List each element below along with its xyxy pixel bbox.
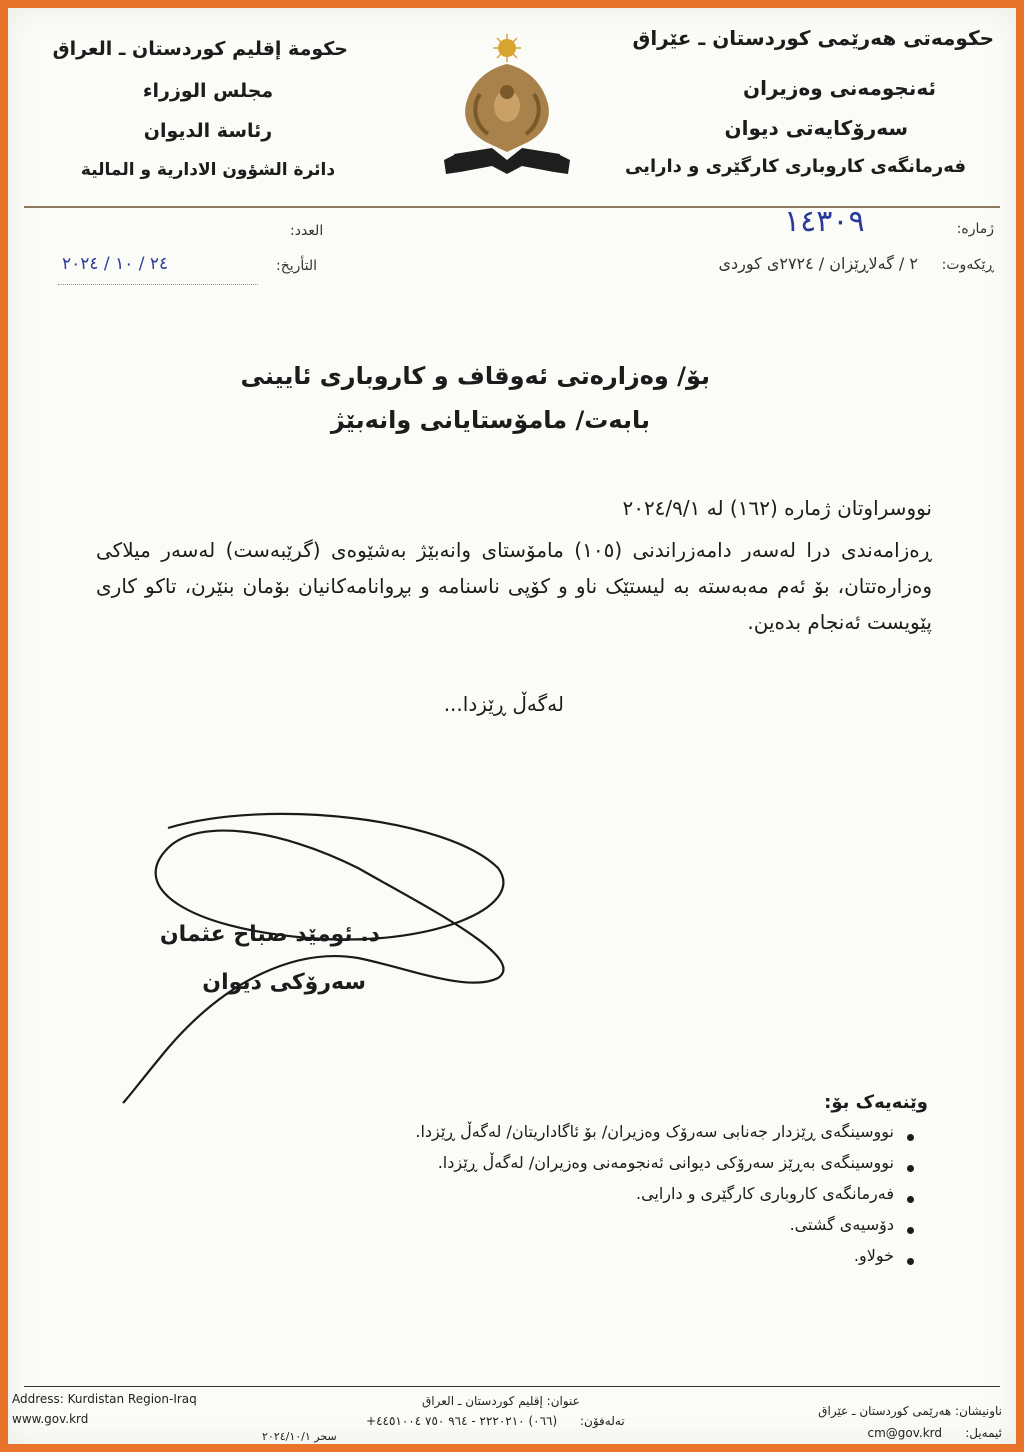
header-department-ar: دائرة الشؤون الادارية و المالية bbox=[80, 160, 336, 180]
cc-bullet bbox=[907, 1196, 914, 1203]
signatory-title: سەرۆکی دیوان bbox=[202, 970, 366, 995]
header-council-ar: مجلس الوزراء bbox=[142, 80, 274, 102]
letter-subject: بابەت/ مامۆستایانی وانەبێژ bbox=[330, 406, 650, 434]
header-council-ku: ئەنجومەنی وەزیران bbox=[743, 76, 936, 100]
date-ku-value: ٢ / گەلاڕێزان / ٢٧٢٤ی کوردی bbox=[718, 254, 918, 273]
letter-reference: نووسراوتان ژمارە (١٦٢) لە ٢٠٢٤/٩/١ bbox=[622, 496, 932, 520]
letter-page bbox=[8, 8, 1016, 1444]
cc-bullet bbox=[907, 1165, 914, 1172]
date-label-ar: التأريخ: bbox=[276, 258, 318, 274]
cc-bullet bbox=[907, 1134, 914, 1141]
letter-closing: لەگەڵ ڕێزدا... bbox=[443, 692, 564, 716]
signatory-name: د. ئومێد صباح عثمان bbox=[159, 922, 380, 947]
number-value: ١٤٣٠٩ bbox=[784, 204, 865, 239]
cc-item: خولاو. bbox=[853, 1246, 894, 1265]
cc-heading: وێنەیەک بۆ: bbox=[824, 1092, 928, 1113]
handwritten-signature-icon bbox=[108, 808, 528, 1108]
cc-item: نووسینگەی بەڕێز سەرۆکی دیوانی ئەنجومەنی وەزیران/ لەگەڵ ڕێزدا. bbox=[437, 1153, 894, 1172]
footer-divider bbox=[24, 1386, 1000, 1387]
header-presidency-ku: سەرۆکایەتی دیوان bbox=[724, 116, 908, 140]
footer-email-label: ئیمەیل: bbox=[965, 1426, 1002, 1440]
letter-recipient: بۆ/ وەزارەتی ئەوقاف و کاروباری ئایینی bbox=[240, 362, 710, 390]
letter-body: ڕەزامەندی درا لەسەر دامەزراندنی (١٠٥) مامۆستای وانەبێژ بەشێوەی (گرێبەست) لەسەر میلاکی وەزارەتتان، بۆ ئەم مەبەستە بە لیستێک ناو و کۆپی ناسنامە و بڕوانامەکانیان بۆمان بنێرن، تاکو کاری پێویست ئەنجام بدەین. bbox=[96, 538, 932, 634]
footer-email-value: cm@gov.krd bbox=[867, 1426, 942, 1440]
date-label-ku: ڕێکەوت: bbox=[941, 257, 994, 273]
krg-eagle-emblem-icon bbox=[432, 34, 582, 184]
cc-item: دۆسیەی گشتی. bbox=[789, 1215, 894, 1234]
header-government-ku: حکومەتی هەرێمی کوردستان ـ عێراق bbox=[632, 26, 994, 50]
header-government-ar: حكومة إقليم كوردستان ـ العراق bbox=[52, 38, 348, 60]
cc-item: نووسینگەی ڕێزدار جەنابی سەرۆک وەزیران/ بۆ ئاگاداریتان/ لەگەڵ ڕێزدا. bbox=[415, 1122, 894, 1141]
date-ar-dotted-line bbox=[58, 284, 258, 285]
footer-phone-value: (٠٦٦) ٢٢٢٠٢١٠ - ٩٦٤ ٧٥٠ ٤٤٥١٠٠٤+ bbox=[366, 1414, 558, 1428]
cc-item: فەرمانگەی کاروباری کارگێری و دارایی. bbox=[635, 1184, 894, 1203]
footer-typist: سحر ٢٠٢٤/١٠/١ bbox=[262, 1430, 337, 1443]
header-presidency-ar: رئاسة الديوان bbox=[143, 120, 273, 142]
footer-address-ku: ناونیشان: هەرێمی کوردستان ـ عێراق bbox=[818, 1404, 1002, 1418]
footer-address-ar: عنوان: إقليم كوردستان ـ العراق bbox=[422, 1394, 580, 1408]
cc-bullet bbox=[907, 1258, 914, 1265]
date-ar-value: ٢٤ / ١٠ / ٢٠٢٤ bbox=[62, 254, 169, 274]
number-label-ar: العدد: bbox=[290, 223, 324, 239]
number-label-ku: ژمارە: bbox=[956, 221, 994, 237]
header-department-ku: فەرمانگەی کاروباری کارگێری و دارایی bbox=[624, 156, 966, 177]
footer-address-en: Address: Kurdistan Region-Iraq bbox=[12, 1392, 197, 1406]
footer-phone-label: تەلەفۆن: bbox=[580, 1414, 625, 1428]
footer-website: www.gov.krd bbox=[12, 1412, 89, 1426]
cc-bullet bbox=[907, 1227, 914, 1234]
